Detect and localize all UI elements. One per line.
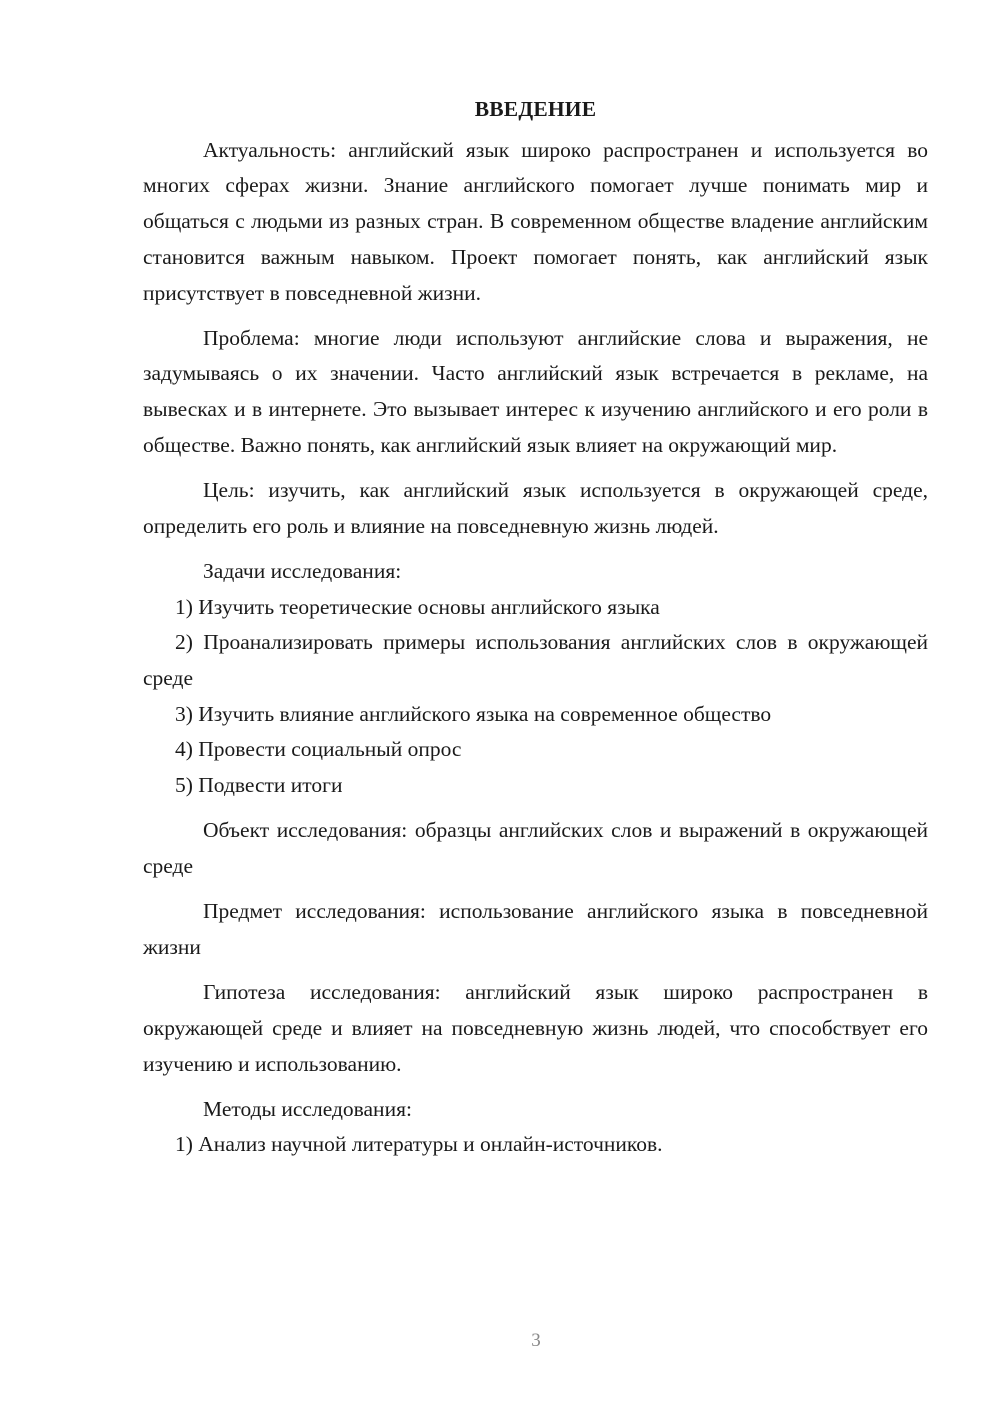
paragraph-problem: Проблема: многие люди используют английские слова и выражения, не задумываясь о их значении. Часто английский язык встречается в рекламе, на вывесках и в интернете. Это вызывает интерес к изучению английского и его роли в обществе. Важно понять, как английский язык влияет на окружающий мир. xyxy=(143,325,928,457)
page-number: 3 xyxy=(531,1330,541,1351)
task-item: 3) Изучить влияние английского языка на современное общество xyxy=(175,701,772,726)
paragraph-object: Объект исследования: образцы английских слов и выражений в окружающей среде xyxy=(143,818,928,879)
task-item: 2) Проанализировать примеры использования английских слов в окружающей среде xyxy=(143,630,928,691)
page-content xyxy=(143,92,928,1163)
page-title: ВВЕДЕНИЕ xyxy=(474,97,597,121)
paragraph-goal: Цель: изучить, как английский язык используется в окружающей среде, определить его роль и влияние на повседневную жизнь людей. xyxy=(143,478,928,538)
paragraph-hypothesis: Гипотеза исследования: английский язык широко распространен в окружающей среде и влияет на повседневную жизнь людей, что способствует его изучению и использованию. xyxy=(143,980,928,1076)
task-item: 5) Подвести итоги xyxy=(175,773,343,798)
method-item: 1) Анализ научной литературы и онлайн-источников. xyxy=(175,1132,663,1157)
paragraph-relevance: Актуальность: английский язык широко распространен и используется во многих сферах жизни. Знание английского помогает лучше понимать мир и общаться с людьми из разных стран. В современном обществе владение английским становится важным навыком. Проект помогает понять, как английский язык присутствует в повседневной жизни. xyxy=(143,137,928,305)
paragraph-tasks-heading: Задачи исследования: xyxy=(203,558,402,583)
paragraph-methods-heading: Методы исследования: xyxy=(203,1096,412,1121)
task-item: 1) Изучить теоретические основы английского языка xyxy=(175,594,660,619)
task-item: 4) Провести социальный опрос xyxy=(175,737,462,762)
paragraph-subject: Предмет исследования: использование английского языка в повседневной жизни xyxy=(143,899,928,959)
